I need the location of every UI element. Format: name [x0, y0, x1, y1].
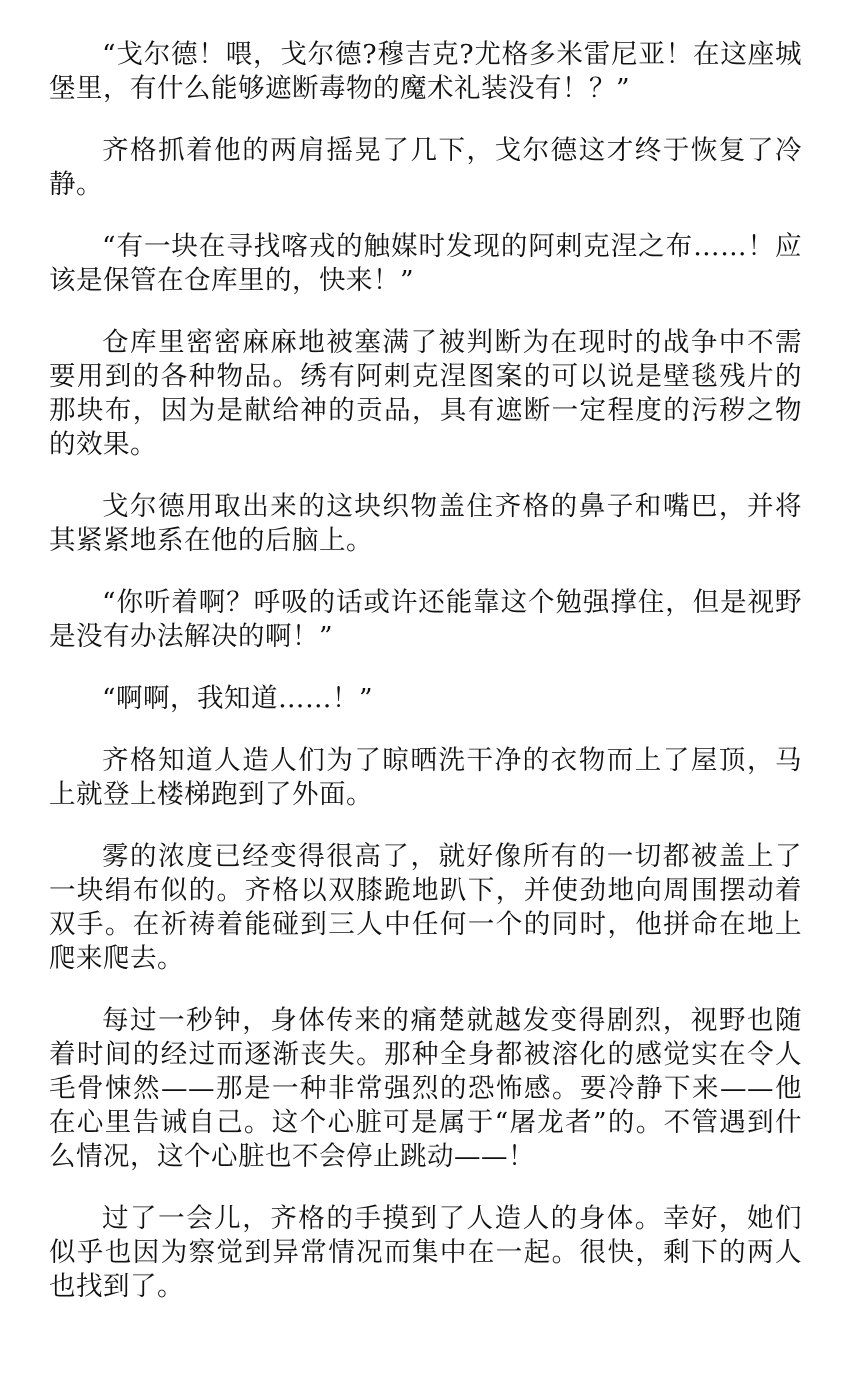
paragraph-4: 仓库里密密麻麻地被塞满了被判断为在现时的战争中不需要用到的各种物品。绣有阿剌克涅图案的可以说是壁毯残片的那块布，因为是献给神的贡品，具有遮断一定程度的污秽之物的效果。: [49, 327, 802, 460]
paragraph-5: 戈尔德用取出来的这块织物盖住齐格的鼻子和嘴巴，并将其紧紧地系在他的后脑上。: [49, 491, 802, 556]
paragraph-11: 过了一会儿，齐格的手摸到了人造人的身体。幸好，她们似乎也因为察觉到异常情况而集中在一起。很快，剩下的两人也找到了。: [49, 1203, 802, 1302]
paragraph-9: 雾的浓度已经变得很高了，就好像所有的一切都被盖上了一块绢布似的。齐格以双膝跪地趴下，并使劲地向周围摆动着双手。在祈祷着能碰到三人中任何一个的同时，他拼命在地上爬来爬去。: [49, 841, 802, 974]
paragraph-6: “你听着啊？呼吸的话或许还能靠这个勉强撑住，但是视野是没有办法解决的啊！”: [49, 587, 802, 652]
paragraph-1: “戈尔德！喂，戈尔德?穆吉克?尤格多米雷尼亚！在这座城堡里，有什么能够遮断毒物的魔术礼装没有！？”: [49, 39, 802, 104]
paragraph-10: 每过一秒钟，身体传来的痛楚就越发变得剧烈，视野也随着时间的经过而逐渐丧失。那种全身都被溶化的感觉实在令人毛骨悚然——那是一种非常强烈的恐怖感。要冷静下来——他在心里告诫自己。这个心脏可是属于“屠龙者”的。不管遇到什么情况，这个心脏也不会停止跳动——！: [49, 1005, 802, 1172]
paragraph-2: 齐格抓着他的两肩摇晃了几下，戈尔德这才终于恢复了冷静。: [49, 135, 802, 200]
paragraph-8: 齐格知道人造人们为了晾晒洗干净的衣物而上了屋顶，马上就登上楼梯跑到了外面。: [49, 745, 802, 810]
paragraph-3: “有一块在寻找喀戎的触媒时发现的阿剌克涅之布……！应该是保管在仓库里的，快来！”: [49, 231, 802, 296]
paragraph-7: “啊啊，我知道……！”: [102, 683, 374, 714]
